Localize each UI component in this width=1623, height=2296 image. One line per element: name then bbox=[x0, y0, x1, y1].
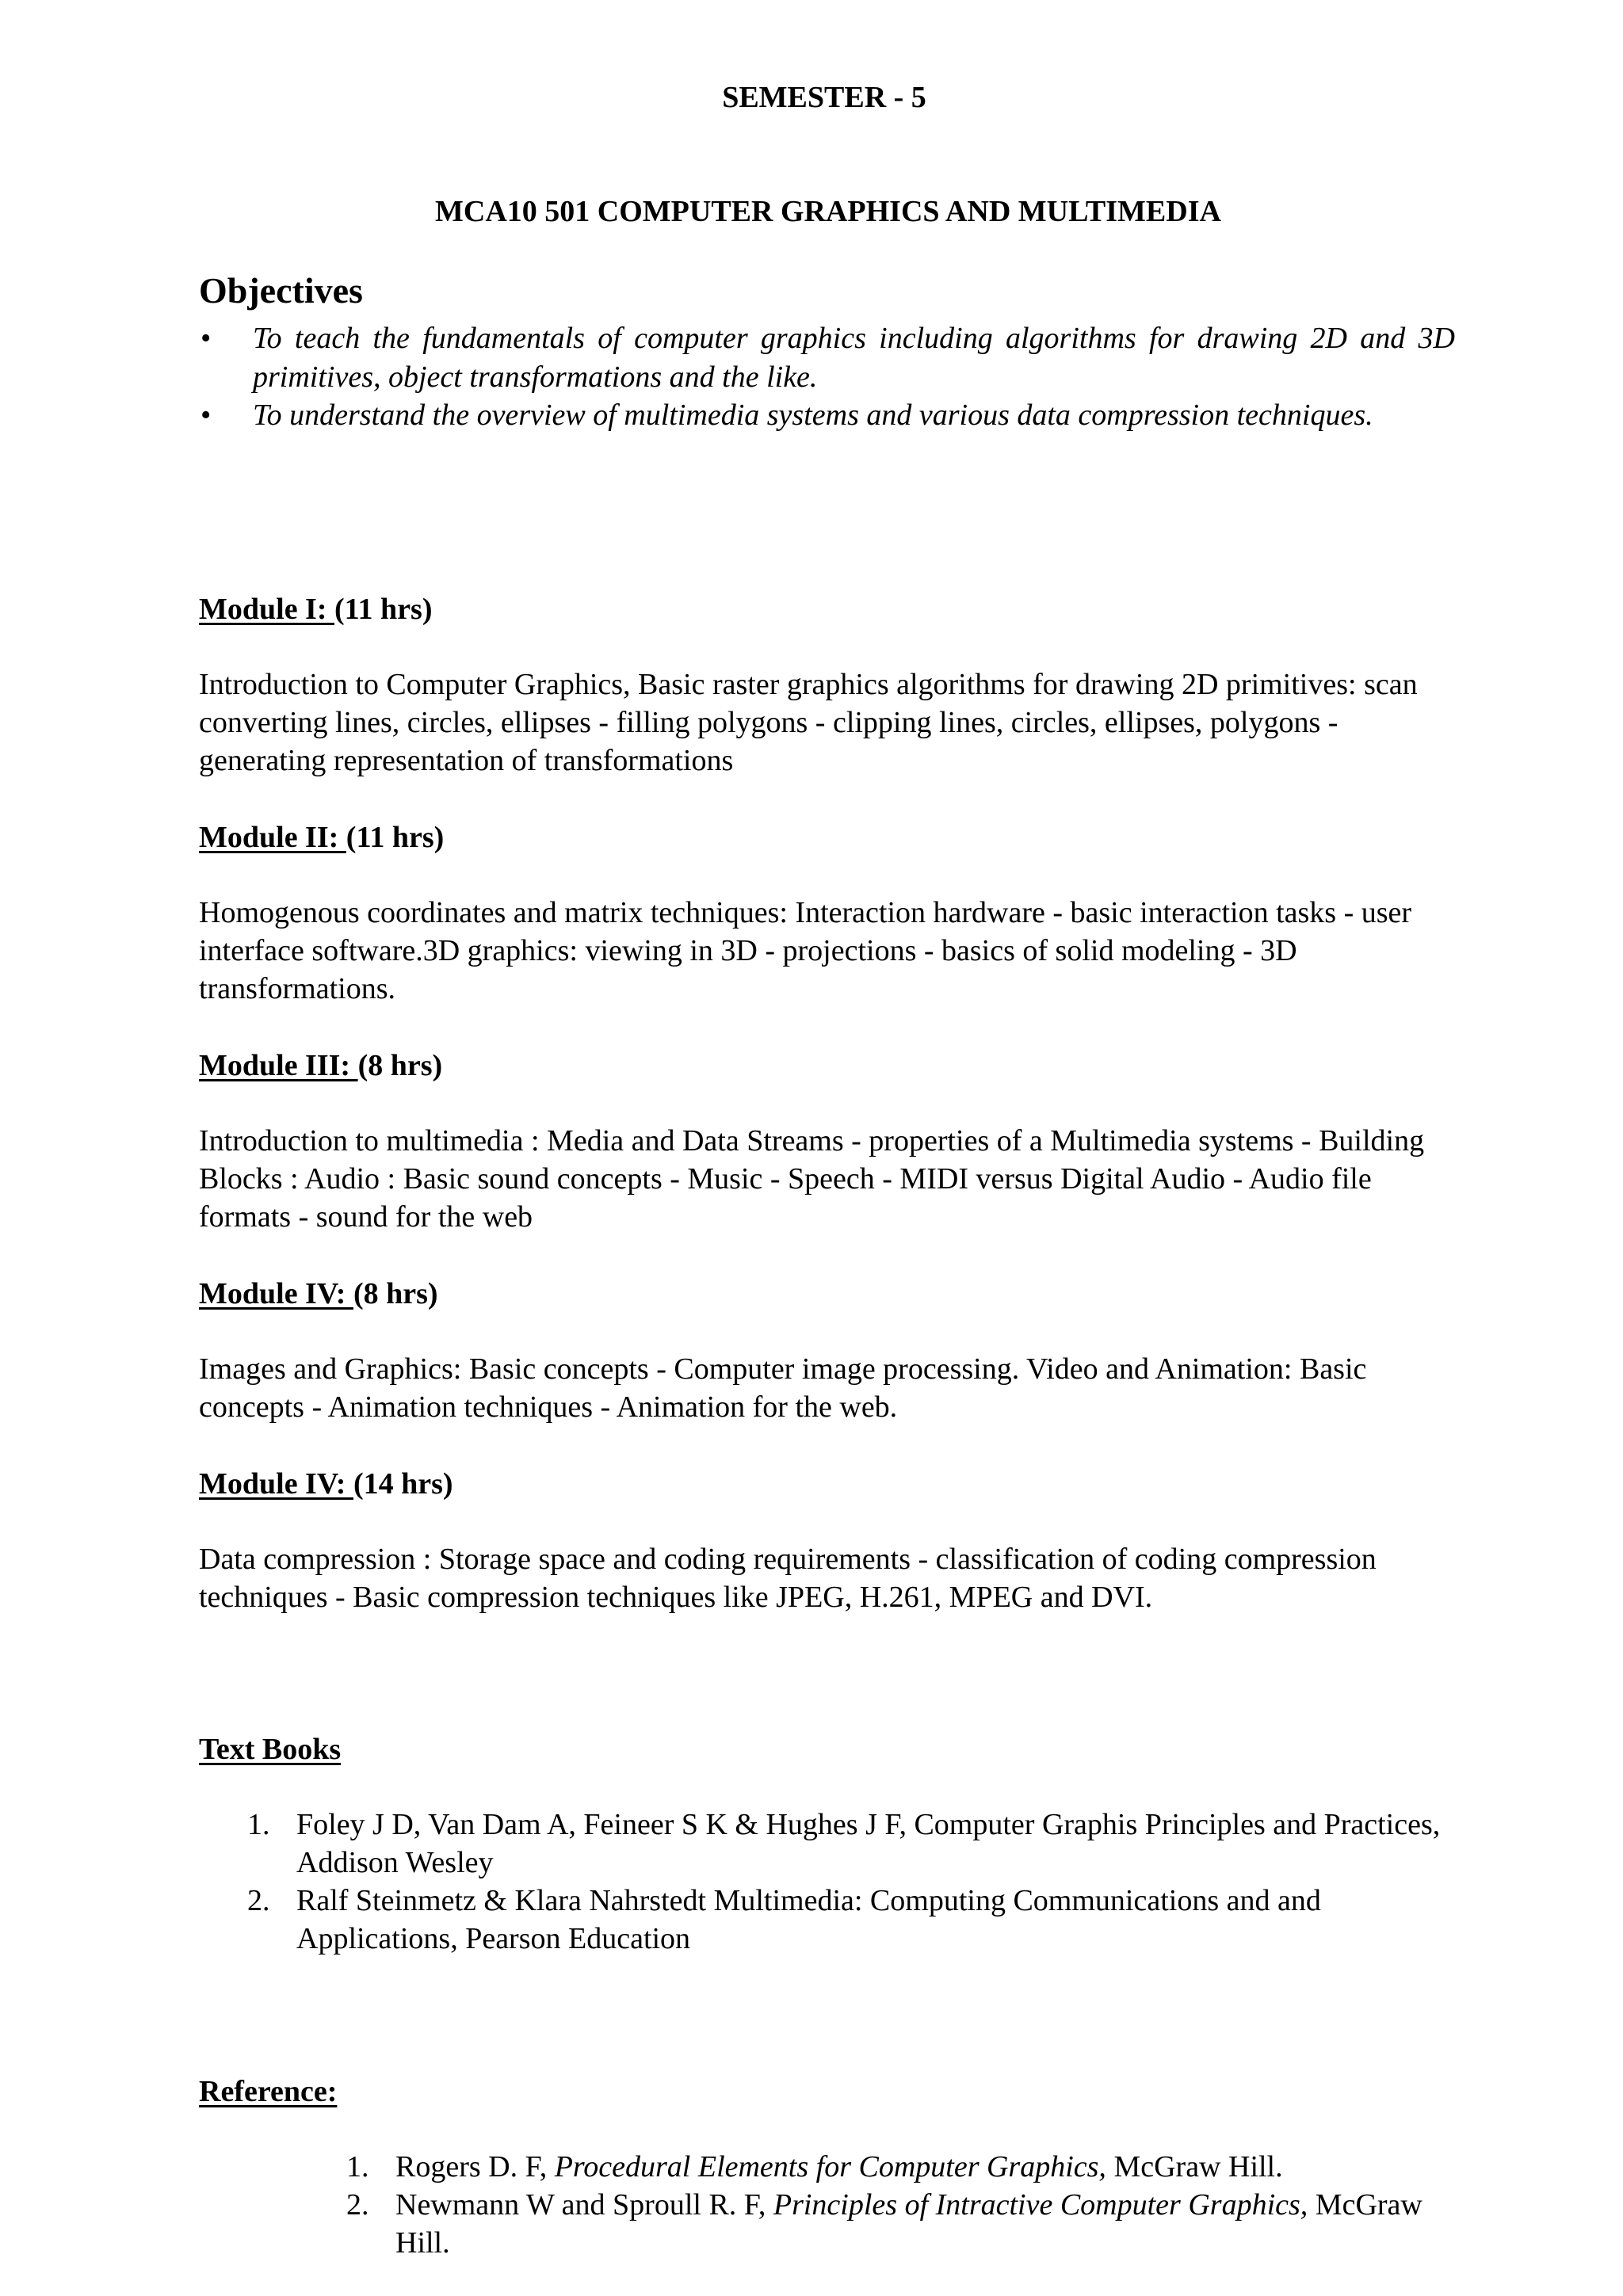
list-number: 2. bbox=[247, 1884, 270, 1917]
bullet-icon: • bbox=[200, 399, 212, 432]
reference-heading: Reference: bbox=[199, 2075, 338, 2108]
text-book-item bbox=[247, 1806, 1484, 1882]
objective-text: To understand the overview of multimedia systems and various data compression techniques. bbox=[253, 399, 1373, 432]
module-hours: (11 hrs) bbox=[346, 821, 445, 854]
course-title: MCA10 501 COMPUTER GRAPHICS AND MULTIMEDIA bbox=[435, 195, 1221, 228]
text-books-heading: Text Books bbox=[199, 1733, 342, 1766]
text-books-list bbox=[247, 1806, 1484, 1958]
module-label: Module II: bbox=[199, 821, 346, 854]
list-number: 1. bbox=[346, 2150, 369, 2183]
text-book-text: Foley J D, Van Dam A, Feineer S K & Hughes J F, Computer Graphis Principles and Practices, Addison Wesley bbox=[296, 1808, 1441, 1879]
reference-author: Rogers D. F, bbox=[395, 2150, 555, 2183]
module-label: Module I: bbox=[199, 593, 334, 626]
module-label: Module IV: bbox=[199, 1277, 353, 1310]
bullet-icon: • bbox=[200, 322, 212, 355]
module-hours: (11 hrs) bbox=[334, 593, 433, 626]
list-number: 1. bbox=[247, 1808, 270, 1841]
reference-item bbox=[346, 2148, 1472, 2186]
text-book-text: Ralf Steinmetz & Klara Nahrstedt Multimedia: Computing Communications and and Applications, Pearson Education bbox=[296, 1884, 1321, 1955]
reference-title: Procedural Elements for Computer Graphics, bbox=[554, 2150, 1106, 2183]
module-4-heading bbox=[199, 1274, 438, 1314]
reference-author: Newmann W and Sproull R. F, bbox=[395, 2188, 773, 2222]
module-2-description: Homogenous coordinates and matrix techniques: Interaction hardware - basic interaction tasks - user interface software.3D graphics: viewing in 3D - projections - basics of solid modeling - 3D transformations. bbox=[199, 896, 1412, 1005]
module-5-heading bbox=[199, 1464, 453, 1504]
list-number: 2. bbox=[346, 2188, 369, 2222]
objective-item bbox=[199, 319, 1455, 396]
module-5-description: Data compression : Storage space and coding requirements - classification of coding compression techniques - Basic compression techniques like JPEG, H.261, MPEG and DVI. bbox=[199, 1543, 1377, 1614]
objectives-heading: Objectives bbox=[199, 270, 363, 311]
module-3-description: Introduction to multimedia : Media and Data Streams - properties of a Multimedia systems - Building Blocks : Audio : Basic sound concepts - Music - Speech - MIDI versus Digital Audio - Audio file formats - sound for the web bbox=[199, 1124, 1425, 1234]
reference-list bbox=[346, 2148, 1472, 2262]
semester-heading: SEMESTER - 5 bbox=[722, 81, 926, 114]
module-label: Module IV: bbox=[199, 1467, 353, 1501]
objective-text: To teach the fundamentals of computer graphics including algorithms for drawing 2D and 3D primitives, object transformations and the like. bbox=[253, 322, 1455, 394]
module-1-heading bbox=[199, 589, 433, 629]
reference-title: Principles of Intractive Computer Graphics, bbox=[773, 2188, 1308, 2222]
module-hours: (8 hrs) bbox=[357, 1049, 443, 1082]
reference-item bbox=[346, 2186, 1472, 2262]
module-1-description: Introduction to Computer Graphics, Basic raster graphics algorithms for drawing 2D primitives: scan converting lines, circles, ellipses - filling polygons - clipping lines, circles, ellipses, polygons - generating representation of transformations bbox=[199, 668, 1418, 777]
objectives-list bbox=[199, 319, 1455, 435]
module-hours: (8 hrs) bbox=[353, 1277, 438, 1310]
module-label: Module III: bbox=[199, 1049, 358, 1082]
objective-item bbox=[199, 396, 1455, 435]
module-2-heading bbox=[199, 818, 444, 857]
module-3-heading bbox=[199, 1046, 442, 1085]
text-book-item bbox=[247, 1882, 1484, 1958]
module-4-description: Images and Graphics: Basic concepts - Computer image processing. Video and Animation: Basic concepts - Animation techniques - Animation for the web. bbox=[199, 1352, 1367, 1424]
module-hours: (14 hrs) bbox=[353, 1467, 453, 1501]
reference-publisher: McGraw Hill. bbox=[1106, 2150, 1283, 2183]
reference-publisher: McGraw Hill. bbox=[395, 2188, 1423, 2260]
